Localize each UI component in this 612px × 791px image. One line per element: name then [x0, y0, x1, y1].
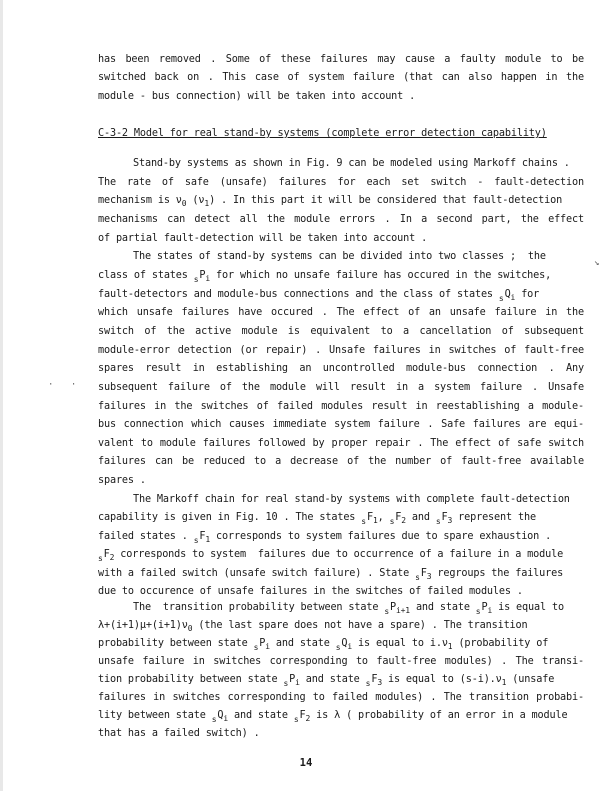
- text-line: which unsafe failures have occured . The effect of an unsafe failure in the: [98, 307, 584, 318]
- text-line: mechanisms can detect all the module errors . In a second part, the effect: [98, 214, 584, 225]
- text-line: spares .: [98, 475, 146, 486]
- text-line: failed states . $_sF_1$ corresponds to system failures due to spare exhaustion .: [98, 531, 552, 545]
- text-line: Stand-by systems as shown in Fig. 9 can be modeled using Markoff chains .: [133, 158, 570, 169]
- text-line: mechanism is $\nu_0$ $(\nu_1)$ . In this part it will be considered that fault-detection: [98, 195, 563, 208]
- text-line: $_sF_2$ corresponds to system failures due to occurrence of a failure in a module: [98, 549, 564, 563]
- text-line: switched back on . This case of system failure (that can also happen in the: [98, 72, 584, 83]
- text-line: The rate of safe (unsafe) failures for each set switch - fault-detection: [98, 177, 584, 188]
- text-line: that has a failed switch) .: [98, 728, 260, 739]
- text-line: module-error detection (or repair) . Unsafe failures in switches of fault-free: [98, 345, 584, 356]
- text-line: spares result in establishing an uncontrolled module-bus connection . Any: [98, 363, 584, 374]
- text-line: The states of stand-by systems can be divided into two classes ; the: [133, 251, 546, 262]
- text-line: capability is given in Fig. 10 . The states $_sF_1$, $_sF_2$ and $_sF_3$ represent the: [98, 512, 536, 526]
- text-line: unsafe failure in switches corresponding to fault-free modules) . The transi-: [98, 656, 584, 667]
- text-line: valent to module failures followed by proper repair . The effect of safe switch: [98, 438, 584, 449]
- scan-mark: · ·: [48, 380, 83, 390]
- text-line: class of states $_sP_i$ for which no unsafe failure has occured in the switches,: [98, 270, 552, 284]
- page-left-edge: [0, 0, 3, 791]
- text-line: probability between state $_sP_i$ and state $_sQ_i$ is equal to $i.\nu_1$ (probability of: [98, 638, 549, 652]
- text-line: switch of the active module is equivalent to a cancellation of subsequent: [98, 326, 584, 337]
- text-line: $\lambda+(i+1)\mu+(i+1)\nu_0$ (the last spare does not have a spare) . The transition: [98, 620, 528, 633]
- text-line: The transition probability between state $_sP_{i+1}$ and state $_sP_i$ is equal to: [133, 602, 564, 616]
- text-line: has been removed . Some of these failures may cause a faulty module to be: [98, 54, 584, 65]
- text-line: module - bus connection) will be taken into account .: [98, 91, 416, 102]
- text-line: bus connection which causes immediate system failure . Safe failures are equi-: [98, 419, 584, 430]
- text-line: lity between state $_sQ_i$ and state $_sF_2$ is λ ( probability of an error in a module: [98, 710, 568, 724]
- text-line: failures can be reduced to a decrease of the number of fault-free available: [98, 456, 584, 467]
- text-line: tion probability between state $_sP_i$ and state $_sF_3$ is equal to $(s-i).\nu_1$ (unsafe: [98, 674, 555, 688]
- section-heading: C-3-2 Model for real stand-by systems (complete error detection capability): [98, 128, 547, 139]
- text-line: of partial fault-detection will be taken into account .: [98, 233, 428, 244]
- text-line: The Markoff chain for real stand-by systems with complete fault-detection: [133, 494, 570, 505]
- scan-mark: ↘: [594, 258, 600, 268]
- text-line: subsequent failure of the module will result in a system failure . Unsafe: [98, 382, 584, 393]
- text-line: with a failed switch (unsafe switch failure) . State $_sF_3$ regroups the failures: [98, 568, 564, 582]
- text-line: fault-detectors and module-bus connections and the class of states $_sQ_i$ for: [98, 289, 540, 303]
- text-line: failures in switches corresponding to failed modules) . The transition probabi-: [98, 692, 584, 703]
- page-number: 14: [299, 757, 313, 769]
- text-line: due to occurence of unsafe failures in the switches of failed modules .: [98, 586, 523, 597]
- text-line: failures in the switches of failed modules result in reestablishing a module-: [98, 401, 584, 412]
